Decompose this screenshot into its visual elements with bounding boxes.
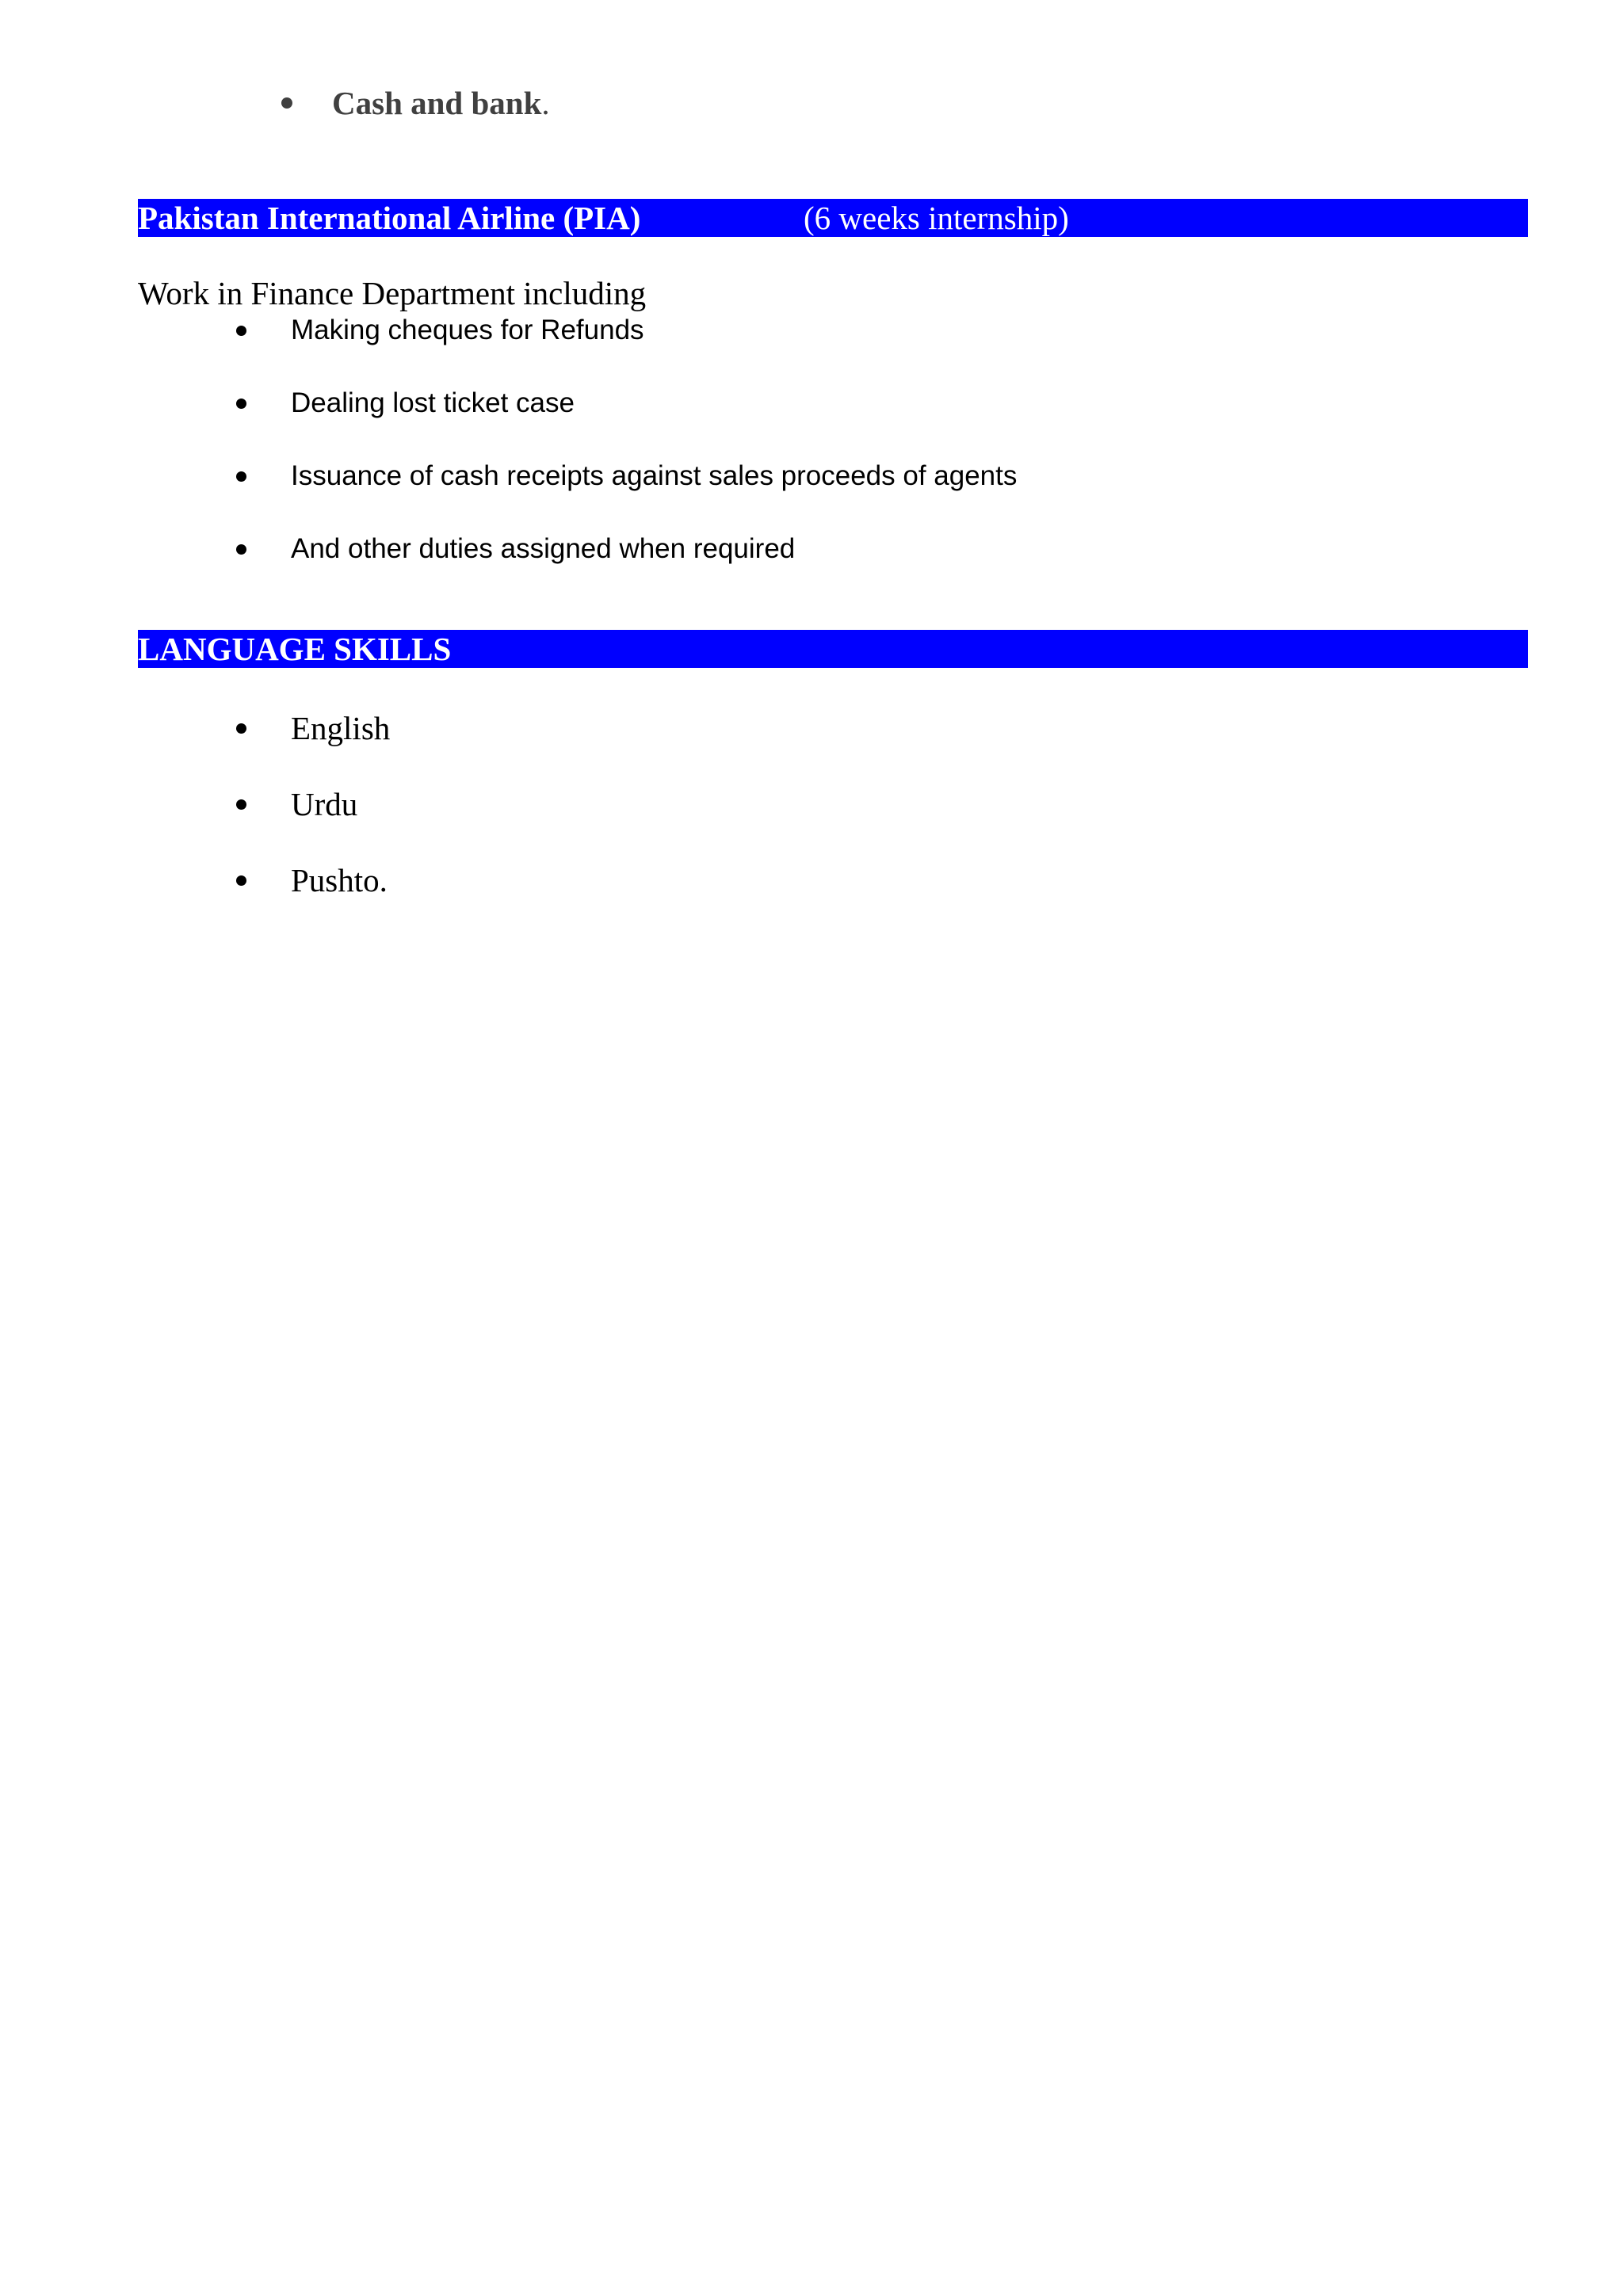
language-text: English [291, 710, 391, 746]
bullet-icon [236, 799, 246, 810]
experience-intro: Work in Finance Department including [138, 275, 647, 311]
bullet-suffix: . [541, 85, 550, 121]
bullet-icon [281, 97, 292, 109]
bullet-icon [236, 399, 246, 409]
duties-list [236, 312, 1017, 604]
previous-section-bullet [281, 79, 550, 127]
list-item [236, 458, 1017, 494]
list-item [236, 385, 1017, 421]
duty-text: And other duties assigned when required [291, 533, 796, 564]
bullet-text: Cash and bank [332, 85, 542, 121]
list-item [236, 531, 1017, 567]
section-heading: LANGUAGE SKILLS [138, 631, 452, 667]
duty-text: Dealing lost ticket case [291, 387, 575, 418]
language-text: Pushto. [291, 862, 388, 898]
list-item [236, 312, 1017, 349]
bullet-icon [236, 544, 246, 555]
company-name: Pakistan International Airline (PIA) [138, 200, 641, 236]
language-text: Urdu [291, 786, 358, 822]
bullet-icon [236, 723, 246, 734]
experience-header-bar [138, 199, 1528, 237]
bullet-icon [236, 326, 246, 336]
bullet-icon [236, 471, 246, 482]
list-item [236, 857, 390, 903]
internship-duration: (6 weeks internship) [804, 200, 1069, 236]
language-header-bar [138, 630, 1528, 668]
bullet-icon [236, 875, 246, 886]
languages-list [236, 705, 390, 933]
list-item [236, 781, 390, 827]
list-item [236, 705, 390, 751]
duty-text: Issuance of cash receipts against sales proceeds of agents [291, 460, 1018, 491]
duty-text: Making cheques for Refunds [291, 315, 644, 345]
